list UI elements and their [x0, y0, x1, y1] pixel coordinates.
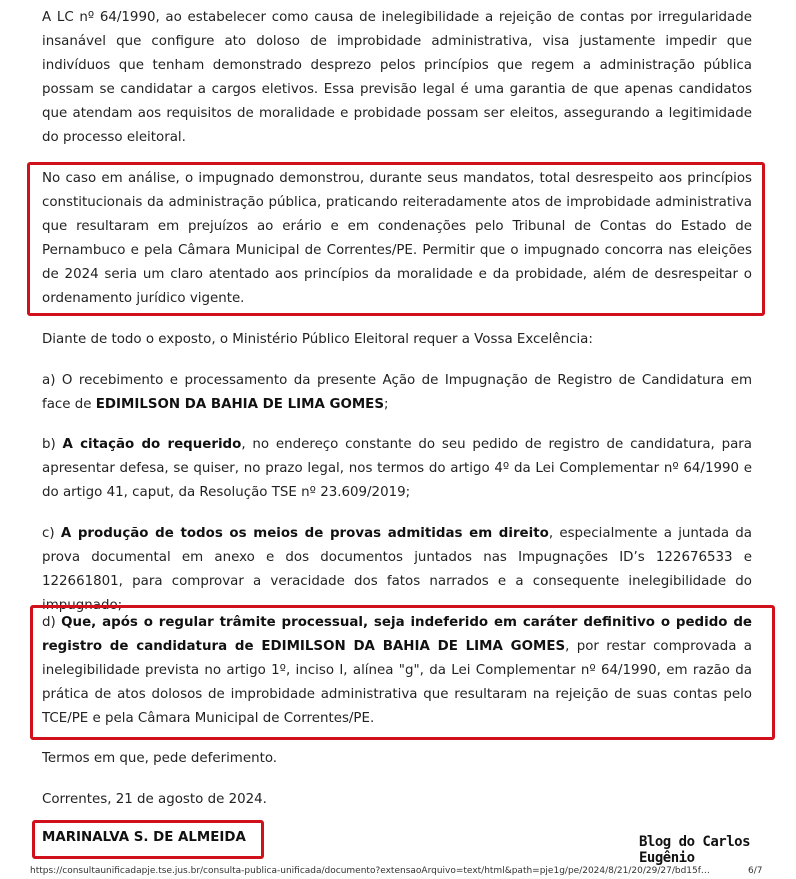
paragraph-lc-64: [42, 6, 752, 150]
item-a-bold: EDIMILSON DA BAHIA DE LIMA GOMES: [95, 397, 384, 412]
item-b-bold: A citação do requerido: [62, 437, 242, 452]
request-item-b: [42, 433, 752, 505]
request-item-c: [42, 522, 752, 618]
item-d-prefix: d): [42, 615, 62, 630]
footer-page-number: 6/7: [748, 866, 763, 876]
blog-watermark: Blog do Carlos Eugênio: [639, 834, 751, 866]
paragraph-text: No caso em análise, o impugnado demonstrou, durante seus mandatos, total desrespeito aos princípios constitucionais da administração pública, praticando reiteradamente atos de improbidade administrativa que resultaram em prejuízos ao erário e em condenações pelo Tribunal de Contas do Estado de Pernambuco e pela Câmara Municipal de Correntes/PE. Permitir que o impugnado concorra nas eleições de 2024 seria um claro atentado aos princípios da moralidade e da probidade, além de desrespeitar o ordenamento jurídico vigente.: [42, 171, 752, 306]
paragraph-diante: [42, 328, 752, 352]
item-c-text: , especialmente a juntada da prova documental em anexo e dos documentos juntados nas Impugnações ID’s 122676533 e 122661801, para comprovar a veracidade dos fatos narrados e a consequente inelegibilidade do impugnado;: [42, 526, 753, 613]
item-b-prefix: b): [42, 437, 63, 452]
item-a-text: a) O recebimento e processamento da presente Ação de Impugnação de Registro de Candidatura em face de: [42, 373, 752, 412]
signature-name: MARINALVA S. DE ALMEIDA: [42, 830, 246, 845]
date-text: Correntes, 21 de agosto de 2024.: [42, 792, 267, 807]
request-item-a: [42, 369, 752, 417]
item-d-text: , por restar comprovada a inelegibilidade prevista no artigo 1º, inciso I, alínea "g", da Lei Complementar nº 64/1990, em razão da prática de atos dolosos de improbidade administrativa que resultaram na rejeição de suas contas pelo TCE/PE e pela Câmara Municipal de Correntes/PE.: [42, 639, 752, 726]
item-a-tail: ;: [383, 397, 389, 412]
item-c-bold: A produção de todos os meios de provas admitidas em direito: [60, 526, 549, 541]
item-c-prefix: c): [42, 526, 61, 541]
item-d-bold: Que, após o regular trâmite processual, seja indeferido em caráter definitivo o pedido de registro de candidatura de EDIMILSON DA BAHIA DE LIMA GOMES: [42, 615, 752, 654]
item-b-text: , no endereço constante do seu pedido de registro de candidatura, para apresentar defesa, se quiser, no prazo legal, nos termos do artigo 4º da Lei Complementar nº 64/1990 e do artigo 41, caput, da Resolução TSE nº 23.609/2019;: [42, 437, 753, 500]
request-item-d: [42, 611, 752, 731]
paragraph-text: Diante de todo o exposto, o Ministério Público Eleitoral requer a Vossa Excelência:: [42, 332, 593, 347]
footer-url[interactable]: https://consultaunificadapje.tse.jus.br/consulta-publica-unificada/documento?extensaoArquivo=text/html&path=pje1g/pe/2024/8/21/20/29/27/bd15f…: [30, 866, 710, 876]
closing-text: Termos em que, pede deferimento.: [42, 751, 278, 766]
paragraph-closing: [42, 747, 752, 771]
paragraph-caso-analise: [42, 167, 752, 311]
paragraph-date: [42, 788, 752, 812]
paragraph-text: A LC nº 64/1990, ao estabelecer como causa de inelegibilidade a rejeição de contas por irregularidade insanável que configure ato doloso de improbidade administrativa, visa justamente impedir que indivíduos que tenham demonstrado desprezo pelos princípios que regem a administração pública possam se candidatar a cargos eletivos. Essa previsão legal é uma garantia de que apenas candidatos que atendam aos requisitos de moralidade e probidade possam ser eleitos, assegurando a legitimidade do processo eleitoral.: [42, 10, 752, 145]
